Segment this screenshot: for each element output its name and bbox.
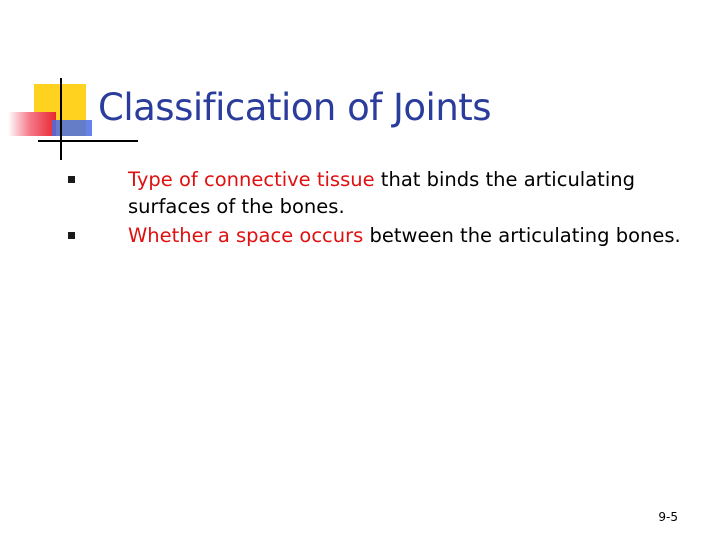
page-number: 9-5: [658, 510, 678, 524]
bullet-list: [128, 166, 688, 251]
logo-red-block: [8, 112, 56, 136]
bullet-item: [128, 166, 688, 220]
bullet-text: between the articulating bones.: [363, 224, 681, 247]
bullet-text: that binds the articulating surfaces of the bones.: [128, 168, 635, 218]
logo-blue-block: [52, 120, 92, 136]
slide-title: Classification of Joints: [98, 86, 492, 129]
logo-horizontal-line: [38, 140, 138, 142]
bullet-highlight: Type of connective tissue: [128, 168, 375, 191]
bullet-highlight: Whether a space occurs: [128, 224, 364, 247]
logo-vertical-line: [60, 78, 62, 160]
bullet-item: [128, 222, 688, 249]
square-bullet-icon: [68, 176, 75, 183]
square-bullet-icon: [68, 232, 75, 239]
